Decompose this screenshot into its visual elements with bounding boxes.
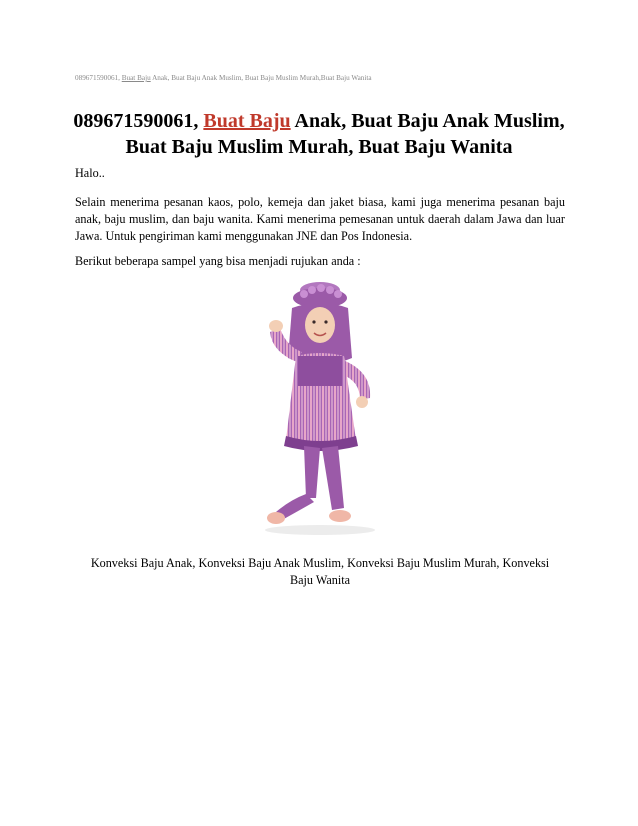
intro-text: Berikut beberapa sampel yang bisa menjadi rujukan anda : bbox=[75, 254, 361, 268]
header-rest: Anak, Buat Baju Anak Muslim, Buat Baju Muslim Murah,Buat Baju Wanita bbox=[150, 74, 372, 82]
title-link[interactable]: Buat Baju bbox=[203, 110, 291, 132]
page-title bbox=[62, 108, 576, 160]
product-photo bbox=[220, 280, 415, 540]
greeting-text: Halo.. bbox=[75, 166, 105, 180]
header-prefix: 089671590061, bbox=[75, 74, 122, 82]
header-link[interactable]: Buat Baju bbox=[121, 74, 151, 82]
title-prefix: 089671590061, bbox=[73, 110, 204, 132]
photo-caption: Konveksi Baju Anak, Konveksi Baju Anak Muslim, Konveksi Baju Muslim Murah, Konveksi Baju Wanita bbox=[90, 556, 550, 587]
title-rest: Anak, Buat Baju Anak Muslim, Buat Baju Muslim Murah, Buat Baju Wanita bbox=[125, 110, 565, 158]
page-header bbox=[75, 74, 372, 82]
body-paragraph: Selain menerima pesanan kaos, polo, kemeja dan jaket biasa, kami juga menerima pesanan baju anak, baju muslim, dan baju wanita. Kami menerima pemesanan untuk daerah dalam Jawa dan luar Jawa. Untuk pengiriman kami menggunakan JNE dan Pos Indonesia. bbox=[75, 195, 565, 243]
